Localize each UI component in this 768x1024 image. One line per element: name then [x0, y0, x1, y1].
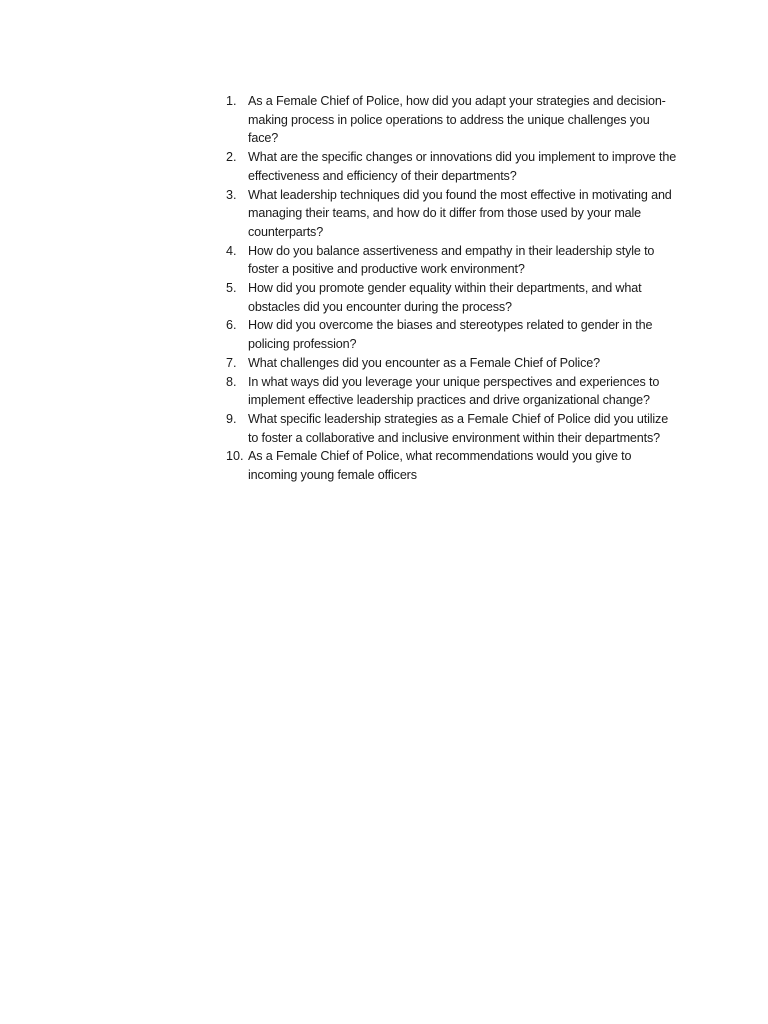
list-item	[226, 148, 678, 185]
list-item-number: 9.	[226, 411, 237, 426]
list-item-text: How do you balance assertiveness and empathy in their leadership style to foster a positive and productive work environment?	[248, 243, 655, 277]
list-item-text: As a Female Chief of Police, what recommendations would you give to incoming young female officers	[248, 449, 632, 483]
list-item-text: How did you overcome the biases and stereotypes related to gender in the policing profession?	[248, 318, 653, 352]
list-item	[226, 186, 678, 242]
list-item	[226, 447, 678, 484]
list-item	[226, 242, 678, 279]
list-item-text: What challenges did you encounter as a Female Chief of Police?	[248, 355, 600, 370]
list-item-number: 10.	[226, 449, 244, 464]
list-item	[226, 279, 678, 316]
list-item-number: 1.	[226, 94, 237, 108]
list-item-number: 5.	[226, 281, 237, 296]
list-item-number: 6.	[226, 318, 237, 333]
list-item-number: 3.	[226, 187, 237, 202]
list-item	[226, 410, 678, 447]
list-item	[226, 354, 678, 373]
list-item-text: What leadership techniques did you found the most effective in motivating and managing their teams, and how do it differ from those used by your male counterparts?	[248, 187, 672, 239]
list-item-text: What specific leadership strategies as a Female Chief of Police did you utilize to foster a collaborative and inclusive environment within their departments?	[248, 411, 669, 445]
list-item-text: As a Female Chief of Police, how did you adapt your strategies and decision-making process in police operations to address the unique challenges you face?	[248, 94, 666, 146]
list-item-number: 7.	[226, 355, 237, 370]
list-item	[226, 92, 678, 148]
question-list	[226, 92, 678, 485]
list-item-text: How did you promote gender equality within their departments, and what obstacles did you encounter during the process?	[248, 281, 642, 314]
list-item-text: In what ways did you leverage your unique perspectives and experiences to implement effective leadership practices and drive organizational change?	[248, 374, 660, 408]
list-item-number: 2.	[226, 150, 237, 165]
list-item	[226, 316, 678, 353]
list-item	[226, 373, 678, 410]
list-item-number: 4.	[226, 243, 237, 258]
list-item-number: 8.	[226, 374, 237, 389]
list-item-text: What are the specific changes or innovations did you implement to improve the effectiveness and efficiency of their departments?	[248, 150, 677, 183]
